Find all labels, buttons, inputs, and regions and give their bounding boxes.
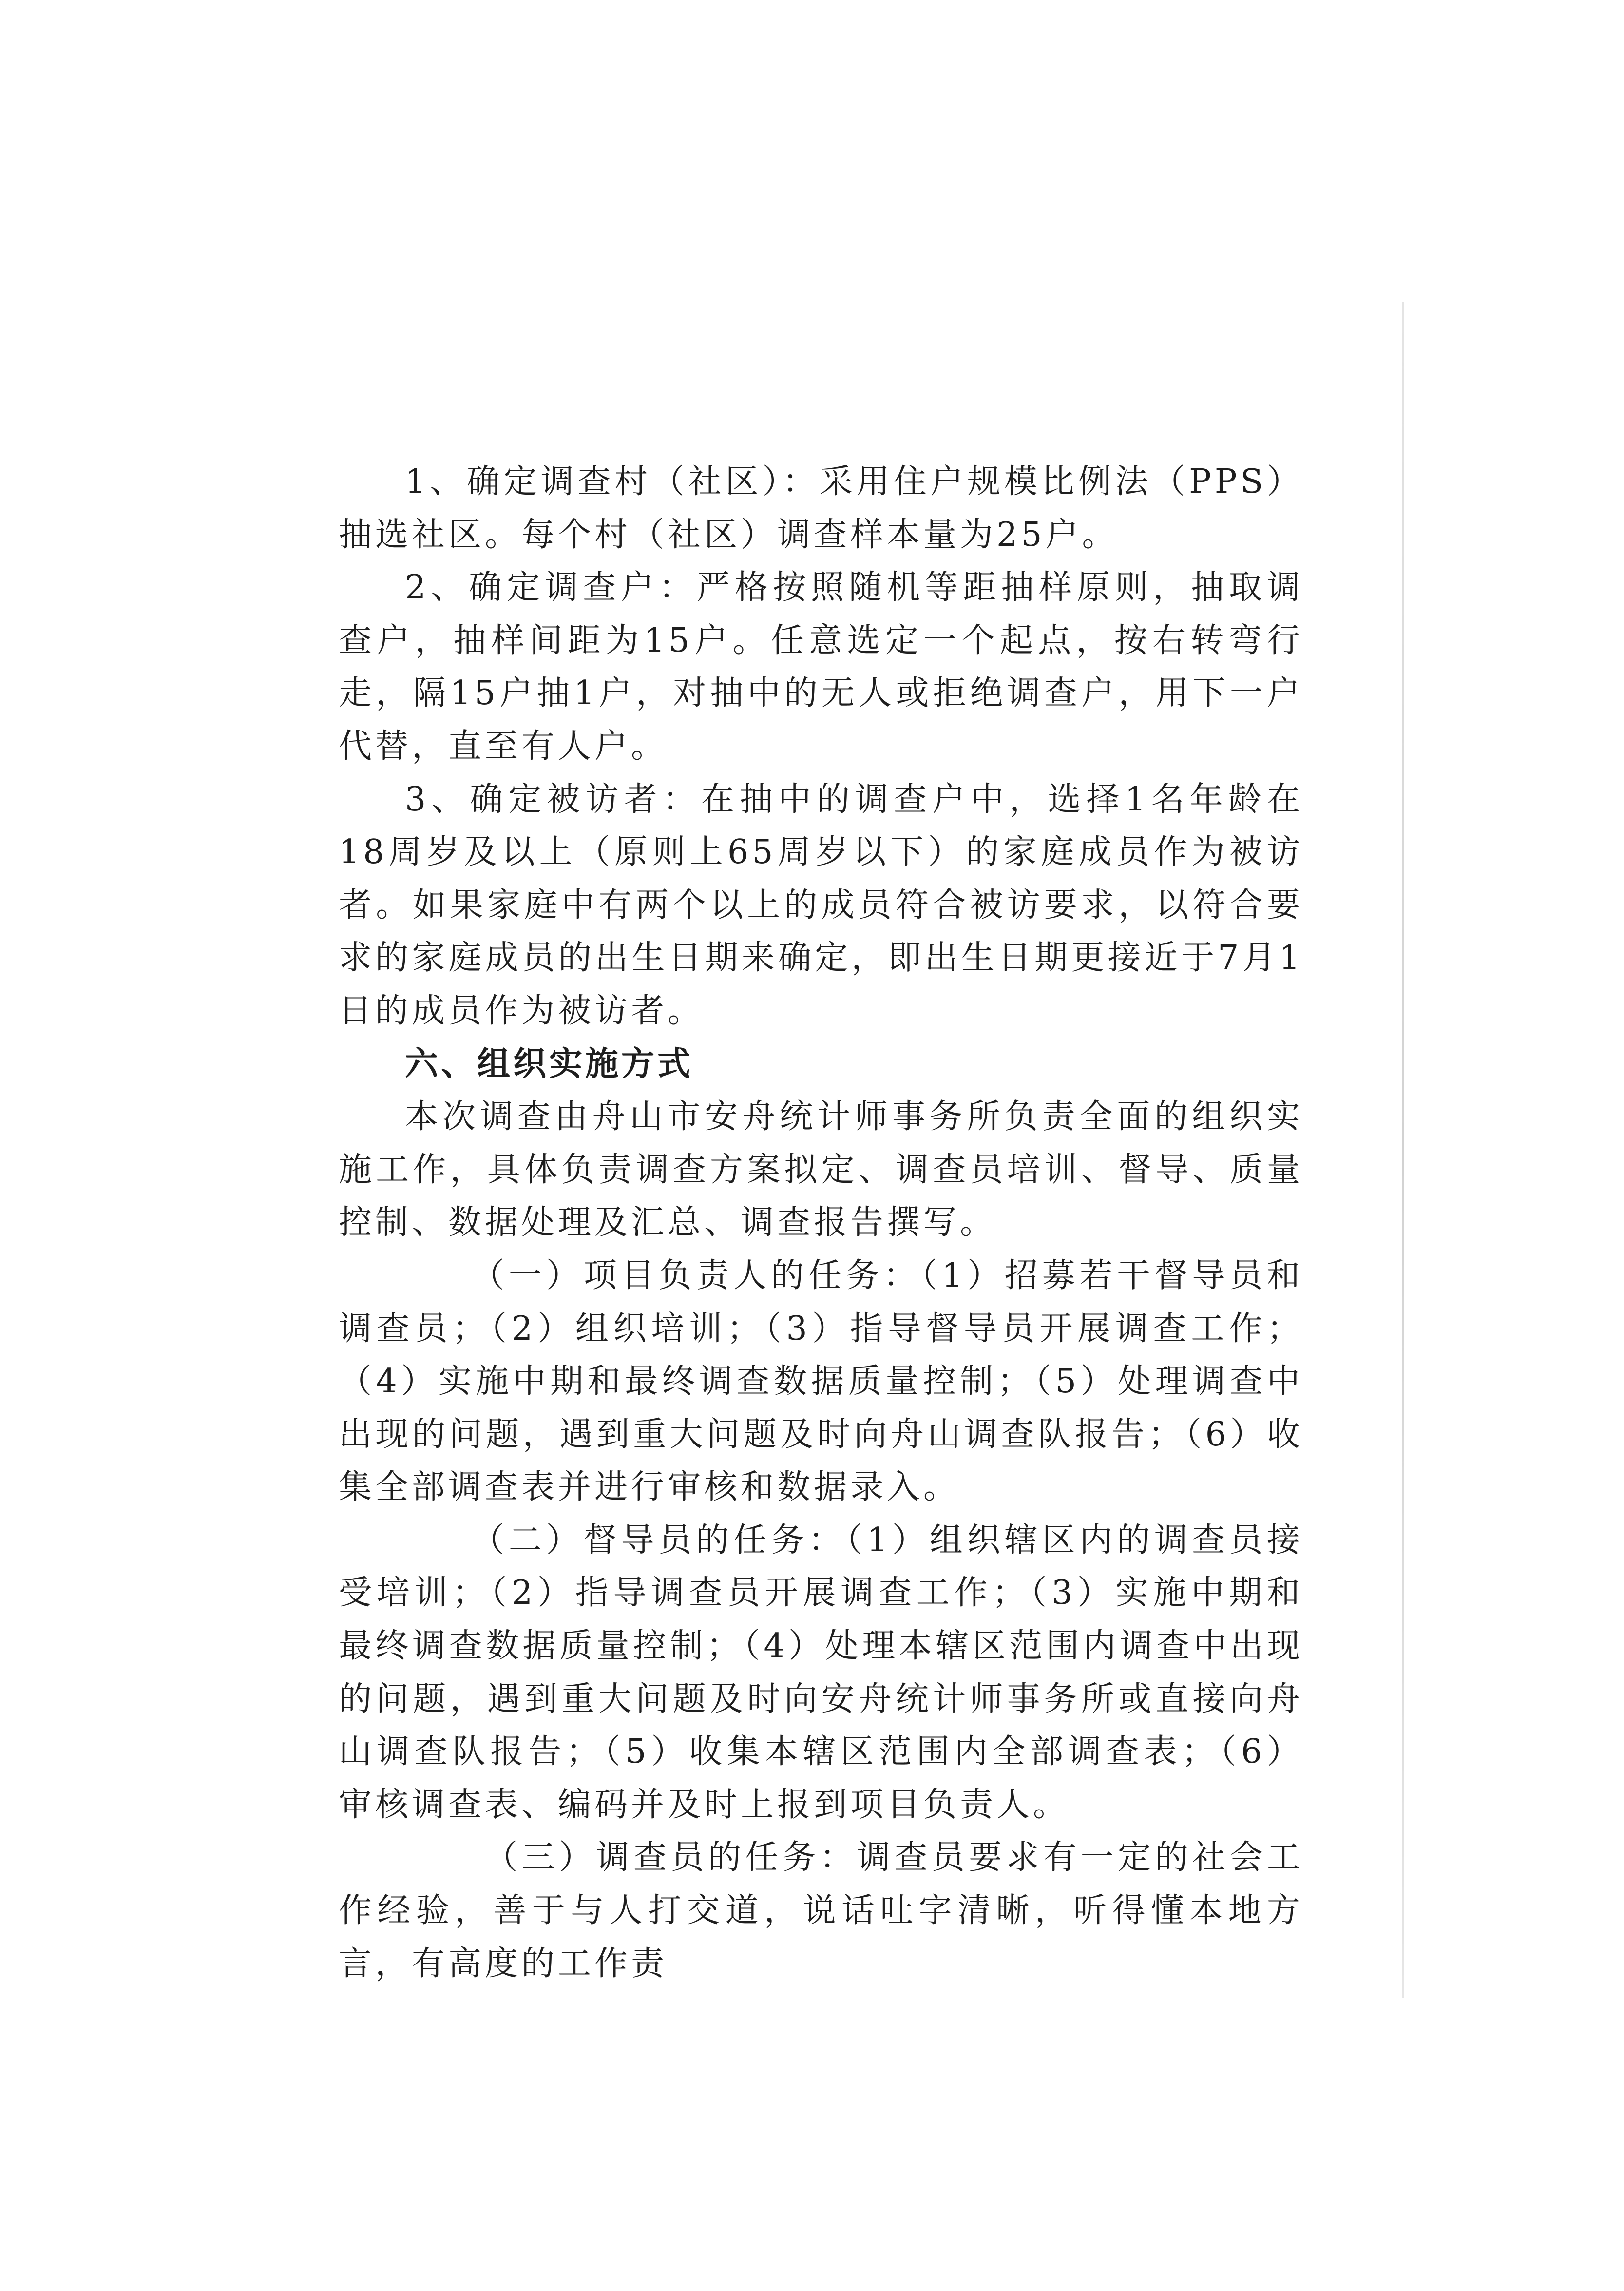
paragraph-project-lead-tasks: （一）项目负责人的任务：（1）招募若干督导员和调查员；（2）组织培训；（3）指导督导员开展调查工作；（4）实施中期和最终调查数据质量控制；（5）处理调查中出现的问题，遇到重大问题及时向舟山调查队报告；（6）收集全部调查表并进行审核和数据录入。 xyxy=(339,1256,1303,1507)
paragraph-respondent: 3、确定被访者：在抽中的调查户中，选择1名年龄在18周岁及以上（原则上65周岁以下）的家庭成员作为被访者。如果家庭中有两个以上的成员符合被访要求，以符合要求的家庭成员的出生日期来确定，即出生日期更接近于7月1日的成员作为被访者。 xyxy=(339,780,1303,1030)
paragraph-survey-household: 2、确定调查户：严格按照随机等距抽样原则，抽取调查户，抽样间距为15户。任意选定一个起点，按右转弯行走，隔15户抽1户，对抽中的无人或拒绝调查户，用下一户代替，直至有人户。 xyxy=(339,568,1303,766)
paragraph-survey-village: 1、确定调查村（社区）：采用住户规模比例法（PPS）抽选社区。每个村（社区）调查样本量为25户。 xyxy=(339,462,1303,554)
paragraph-investigator-tasks: （三）调查员的任务：调查员要求有一定的社会工作经验，善于与人打交道，说话吐字清晰，听得懂本地方言，有高度的工作责 xyxy=(339,1838,1303,1983)
document-body xyxy=(339,456,1303,1990)
paragraph-organization-intro: 本次调查由舟山市安舟统计师事务所负责全面的组织实施工作，具体负责调查方案拟定、调查员培训、督导、质量控制、数据处理及汇总、调查报告撰写。 xyxy=(339,1097,1303,1242)
page-edge-line xyxy=(1402,302,1404,1998)
paragraph-supervisor-tasks: （二）督导员的任务：（1）组织辖区内的调查员接受培训；（2）指导调查员开展调查工作；（3）实施中期和最终调查数据质量控制；（4）处理本辖区范围内调查中出现的问题，遇到重大问题及时向安舟统计师事务所或直接向舟山调查队报告；（5）收集本辖区范围内全部调查表；（6）审核调查表、编码并及时上报到项目负责人。 xyxy=(339,1521,1303,1824)
section-heading-organization: 六、组织实施方式 xyxy=(405,1044,694,1083)
